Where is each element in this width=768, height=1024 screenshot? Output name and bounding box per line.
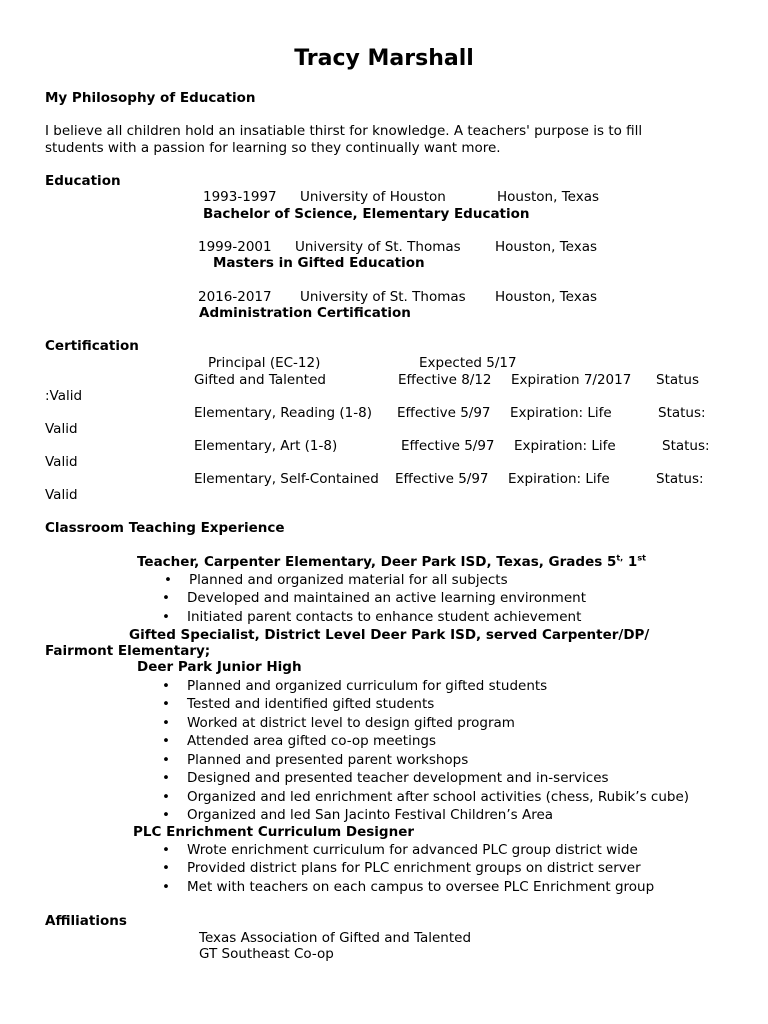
philosophy-text-line2: students with a passion for learning so they continually want more. xyxy=(45,140,501,156)
cert-name: Elementary, Art (1-8) xyxy=(194,438,338,454)
job-title-gifted-specialist: Gifted Specialist, District Level Deer Park ISD, served Carpenter/DP/ xyxy=(129,627,650,643)
cert-effective: Effective 5/97 xyxy=(397,405,491,421)
affiliation-item: Texas Association of Gifted and Talented xyxy=(199,930,472,946)
cert-status-value: Valid xyxy=(45,454,78,470)
education-degree: Bachelor of Science, Elementary Education xyxy=(203,206,530,222)
education-location: Houston, Texas xyxy=(495,289,598,305)
education-school: University of St. Thomas xyxy=(295,239,461,255)
education-heading: Education xyxy=(45,173,121,189)
cert-effective: Effective 5/97 xyxy=(401,438,495,454)
education-location: Houston, Texas xyxy=(495,239,598,255)
cert-expiration: Expiration: Life xyxy=(510,405,612,421)
list-item: • Organized and led enrichment after school activities (chess, Rubik’s cube) xyxy=(187,791,689,805)
education-degree: Administration Certification xyxy=(199,305,411,321)
job-title-plc: PLC Enrichment Curriculum Designer xyxy=(133,824,415,840)
cert-status: Status: xyxy=(656,471,704,487)
resume-name: Tracy Marshall xyxy=(294,46,474,71)
cert-name: Elementary, Reading (1-8) xyxy=(194,405,372,421)
grade-superscript: t, xyxy=(616,553,624,563)
cert-status: Status xyxy=(656,372,700,388)
cert-effective: Effective 5/97 xyxy=(395,471,489,487)
education-school: University of Houston xyxy=(300,189,446,205)
philosophy-heading: My Philosophy of Education xyxy=(45,90,256,106)
list-item: • Wrote enrichment curriculum for advanced PLC group district wide xyxy=(187,844,638,858)
cert-expected: Expected 5/17 xyxy=(419,355,517,371)
education-years: 2016-2017 xyxy=(198,289,272,305)
list-item: • Initiated parent contacts to enhance student achievement xyxy=(187,611,581,625)
job-title-gifted-specialist: Fairmont Elementary; xyxy=(45,643,211,659)
grade-superscript: st xyxy=(637,553,646,563)
cert-name: Gifted and Talented xyxy=(194,372,326,388)
job-title-gifted-specialist: Deer Park Junior High xyxy=(137,659,302,675)
cert-name: Elementary, Self-Contained xyxy=(194,471,379,487)
job-title-text: 1 xyxy=(623,554,638,570)
education-degree: Masters in Gifted Education xyxy=(213,255,425,271)
job-title-teacher xyxy=(137,553,646,570)
list-item: • Tested and identified gifted students xyxy=(187,698,434,712)
experience-heading: Classroom Teaching Experience xyxy=(45,520,285,536)
cert-status: Status: xyxy=(662,438,710,454)
list-item: • Worked at district level to design gifted program xyxy=(187,717,515,731)
education-years: 1999-2001 xyxy=(198,239,272,255)
list-item: • Organized and led San Jacinto Festival Children’s Area xyxy=(187,809,553,823)
cert-expiration: Expiration 7/2017 xyxy=(511,372,632,388)
cert-status-value: :Valid xyxy=(45,388,83,404)
certification-heading: Certification xyxy=(45,338,139,354)
cert-expiration: Expiration: Life xyxy=(514,438,616,454)
education-school: University of St. Thomas xyxy=(300,289,466,305)
list-item: • Planned and presented parent workshops xyxy=(187,754,468,768)
education-years: 1993-1997 xyxy=(203,189,277,205)
list-item: • Met with teachers on each campus to oversee PLC Enrichment group xyxy=(187,881,654,895)
cert-expiration: Expiration: Life xyxy=(508,471,610,487)
cert-status-value: Valid xyxy=(45,487,78,503)
cert-status-value: Valid xyxy=(45,421,78,437)
job-title-text: Teacher, Carpenter Elementary, Deer Park ISD, Texas, Grades 5 xyxy=(137,554,617,570)
list-item: • Designed and presented teacher development and in-services xyxy=(187,772,609,786)
cert-effective: Effective 8/12 xyxy=(398,372,492,388)
list-item: • Planned and organized curriculum for gifted students xyxy=(187,680,547,694)
list-item: • Attended area gifted co-op meetings xyxy=(187,735,436,749)
cert-status: Status: xyxy=(658,405,706,421)
list-item: • Planned and organized material for all subjects xyxy=(189,574,508,588)
philosophy-text-line1: I believe all children hold an insatiable thirst for knowledge. A teachers' purpose is to fill xyxy=(45,123,643,139)
education-location: Houston, Texas xyxy=(497,189,600,205)
affiliation-item: GT Southeast Co-op xyxy=(199,946,334,962)
list-item: • Provided district plans for PLC enrichment groups on district server xyxy=(187,862,641,876)
affiliations-heading: Affiliations xyxy=(45,913,127,929)
cert-name: Principal (EC-12) xyxy=(208,355,321,371)
list-item: • Developed and maintained an active learning environment xyxy=(187,592,586,606)
